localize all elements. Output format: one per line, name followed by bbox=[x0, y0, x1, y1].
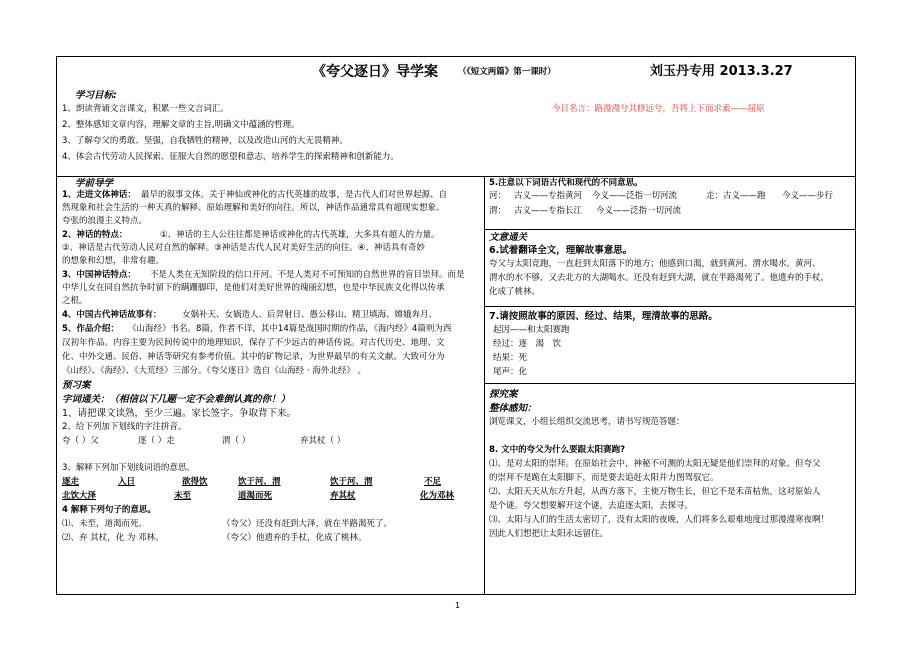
overall-text: 浏览课文，小组长组织交流思考，请书写规范答题： bbox=[489, 417, 685, 427]
p1-label: 1、走进文体神话： bbox=[62, 190, 136, 200]
table-row-divider bbox=[56, 176, 856, 177]
p1-text: 夸张的浪漫主义特点。 bbox=[62, 216, 148, 226]
p5-text: 化、中外交通、民俗、神话等研究有参考价值。其中的矿物记录，为世界最早的有关文献。大致可分为 bbox=[62, 352, 445, 362]
p3-text: 不是人类在无知阶段的信口开河。不是人类对不可预知的自然世界的盲目崇拜。而是 bbox=[150, 270, 465, 280]
page-subtitle: （《短文两篇》第一课时） bbox=[458, 67, 556, 77]
wenyi-heading: 文意通关 bbox=[489, 232, 528, 243]
gloss-word: 化为邓林 bbox=[420, 491, 455, 501]
p5-label: 5、作品介绍： bbox=[62, 324, 119, 334]
q6-text: 夸父与太阳竞跑，一直赶到太阳落下的地方；他感到口渴，就到黄河、渭水喝水。黄河、 bbox=[489, 259, 821, 269]
p4-text: 女娲补天、女娲造人、后羿射日、愚公移山、精卫填海、嫦娥奔月、 bbox=[182, 310, 438, 320]
gloss-word: 饮于河、渭 bbox=[330, 477, 373, 487]
q5-meaning: 今义——泛指一切河流 bbox=[596, 206, 682, 216]
gloss-word: 饮于河、渭 bbox=[238, 477, 281, 487]
p5-text: 《山海经》书名。8篇，作者不详，其中14篇是战国时期的作品，《海内经》4篇则为西 bbox=[128, 324, 452, 334]
p3-text: 之根。 bbox=[62, 296, 88, 306]
vocab-instruction: 1、请把课文读熟，至少三遍。家长签字。争取背下来。 bbox=[62, 408, 297, 419]
preclass-heading: 学前导学 bbox=[75, 178, 114, 189]
objectives-heading: 学习目标: bbox=[75, 90, 117, 101]
q5-heading: 5.注意以下词语古代和现代的不同意思。 bbox=[489, 178, 643, 188]
sentence-source: ⑵、弃 其杖，化 为 邓林。 bbox=[62, 533, 164, 543]
table-column-divider bbox=[484, 176, 485, 595]
p1-text: 最早的叙事文体。关于神仙或神化的古代英雄的故事，是古代人们对世界起源、自 bbox=[141, 190, 448, 200]
q8-answer: 因此人们想把让太阳永远留住。 bbox=[489, 529, 609, 539]
author-date: 刘玉丹专用 2013.3.27 bbox=[650, 64, 793, 79]
right-cell-divider-1 bbox=[484, 229, 856, 230]
p1-text: 然现象和社会生活的一种天真的解释、原始理解和美好的向往。所以，神话作品通常具有超现实想象、 bbox=[62, 203, 445, 213]
q7-item: 起因——和太阳赛跑 bbox=[493, 325, 570, 335]
q8-answer: ⑶、太阳与人们的生活太密切了，没有太阳的夜晚，人们将多么艰难地度过那漫漫寒夜啊！ bbox=[489, 515, 830, 525]
q5-meaning: 今义——泛指一切河流 bbox=[592, 191, 678, 201]
pinyin-item: 夸（ ）父 bbox=[62, 436, 99, 446]
gloss-word: 未至 bbox=[174, 491, 192, 501]
q5-meaning: 古义——专指长江 bbox=[514, 206, 583, 216]
daily-motto: 今日名言：路漫漫兮其修远兮，吾将上下而求索——屈原 bbox=[552, 104, 765, 114]
p5-text: 汉初年作品。内容主要为民间传说中的地理知识，保存了不少远古的神话传说。对古代历史、地理、文 bbox=[62, 338, 445, 348]
p2-text: 的想象和幻想，非常有趣。 bbox=[62, 256, 165, 266]
q5-term: 河： bbox=[489, 191, 507, 201]
q6-text: 渭水的水不够，又去北方的大湖喝水。还没有赶到大湖，就在半路渴死了。他遗弃的手杖， bbox=[489, 273, 830, 283]
explore-heading: 探究案 bbox=[489, 389, 518, 400]
p4-label: 4、中国古代神话故事有： bbox=[62, 310, 162, 320]
q8-answer: ⑵、太阳天天从东方升起，从西方落下，主使万物生长，但它不是禾苗枯焦，这对原始人 bbox=[489, 487, 821, 497]
pinyin-item: 逐（ ）走 bbox=[138, 436, 175, 446]
q6-heading: 6.试着翻译全文，理解故事意思。 bbox=[489, 245, 633, 256]
gloss-word: 欲得饮 bbox=[182, 477, 208, 487]
gloss-word: 道渴而死 bbox=[238, 491, 273, 501]
p5-text: 《山经》、《海经》、《大荒经》三部分。《夸父逐日》选自《山海经 · 海外北经》 。 bbox=[62, 366, 367, 376]
q5-meaning: 古义——专指黄河 bbox=[514, 191, 583, 201]
p2-text: ①、神话的主人公往往都是神话或神化的古代英雄，大多具有超人的力量。 bbox=[160, 230, 440, 240]
right-cell-divider-3 bbox=[484, 383, 856, 384]
q5-meaning: 走：古义——跑 bbox=[706, 191, 766, 201]
q8-answer: 是个谜。夸父想要解开这个谜，去追逐太阳，去探寻。 bbox=[489, 501, 694, 511]
sentence-translation: （夸父）还没有赶到大泽，就在半路渴死了。 bbox=[222, 519, 393, 529]
p2-label: 2、神话的特点： bbox=[62, 230, 128, 240]
vocab-instruction: 4 解释下列句子的意思。 bbox=[62, 505, 156, 515]
sentence-source: ⑴、未至，道渴而死。 bbox=[62, 519, 148, 529]
q6-text: 化成了桃林。 bbox=[489, 287, 541, 297]
gloss-word: 北饮大泽 bbox=[62, 491, 97, 501]
gloss-word: 不足 bbox=[424, 477, 442, 487]
gloss-word: 弃其杖 bbox=[330, 491, 356, 501]
q8-answer: 的崇拜不是跪在太阳脚下，而是要去追赶太阳并力图驾驭它。 bbox=[489, 473, 719, 483]
p3-text: 中华儿女在同自然抗争时留下的蹒跚脚印，是他们对美好世界的瑰丽幻想，也是中华民族文化得以传承 bbox=[62, 283, 445, 293]
objective-item: 3、了解夸父的勇敢、坚强，自我牺牲的精神，以及改造山河的大无畏精神。 bbox=[62, 136, 348, 146]
q5-term: 渭： bbox=[489, 206, 507, 216]
right-cell-divider-2 bbox=[484, 306, 856, 307]
q5-meaning: 今义——步行 bbox=[782, 191, 834, 201]
q7-heading: 7.请按照故事的原因、经过、结果，理清故事的思路。 bbox=[489, 311, 718, 322]
page-title: 《夸父逐日》导学案 bbox=[312, 64, 438, 80]
q7-item: 经过：逐 渴 饮 bbox=[493, 339, 562, 349]
objective-item: 1、朗读背诵文言课文，积累一些文言词汇。 bbox=[62, 104, 229, 114]
pinyin-item: 弃其杖（ ） bbox=[300, 436, 346, 446]
vocab-instruction: 3、解释下列加下划线词语的意思。 bbox=[62, 463, 195, 473]
p2-text: ②、神话是古代劳动人民对自然的解释。③神话是古代人民对美好生活的向往。④、神话具有奇妙 bbox=[62, 243, 425, 253]
q7-item: 结果：死 bbox=[493, 353, 528, 363]
pinyin-item: 渭（ ） bbox=[222, 436, 251, 446]
p3-label: 3、中国神话特点： bbox=[62, 270, 136, 280]
vocab-heading: 字词通关：（相信以下几题一定不会难倒认真的你！） bbox=[62, 394, 291, 405]
page-number: 1 bbox=[455, 601, 461, 610]
preview-heading: 预习案 bbox=[62, 380, 91, 391]
q8-heading: 8. 文中的夸父为什么要跟太阳赛跑? bbox=[489, 445, 626, 455]
sentence-translation: （夸父）他遗弃的手杖，化成了桃林。 bbox=[222, 533, 367, 543]
gloss-word: 逐走 bbox=[62, 477, 80, 487]
objective-item: 4、体会古代劳动人民探索、征服大自然的愿望和意志，培养学生的探索精神和创新能力。 bbox=[62, 152, 399, 162]
overall-heading: 整体感知： bbox=[489, 403, 537, 414]
gloss-word: 入日 bbox=[118, 477, 136, 487]
q8-answer: ⑴、是对太阳的崇拜。在原始社会中，神秘不可测的太阳无疑是他们崇拜的对象。但夸父 bbox=[489, 459, 821, 469]
vocab-instruction: 2、给下列加下划线的字注拼音。 bbox=[62, 422, 187, 432]
q7-item: 尾声：化 bbox=[493, 367, 528, 377]
objective-item: 2、整体感知文章内容，理解文章的主旨,明确文中蕴涵的哲理。 bbox=[62, 120, 300, 130]
